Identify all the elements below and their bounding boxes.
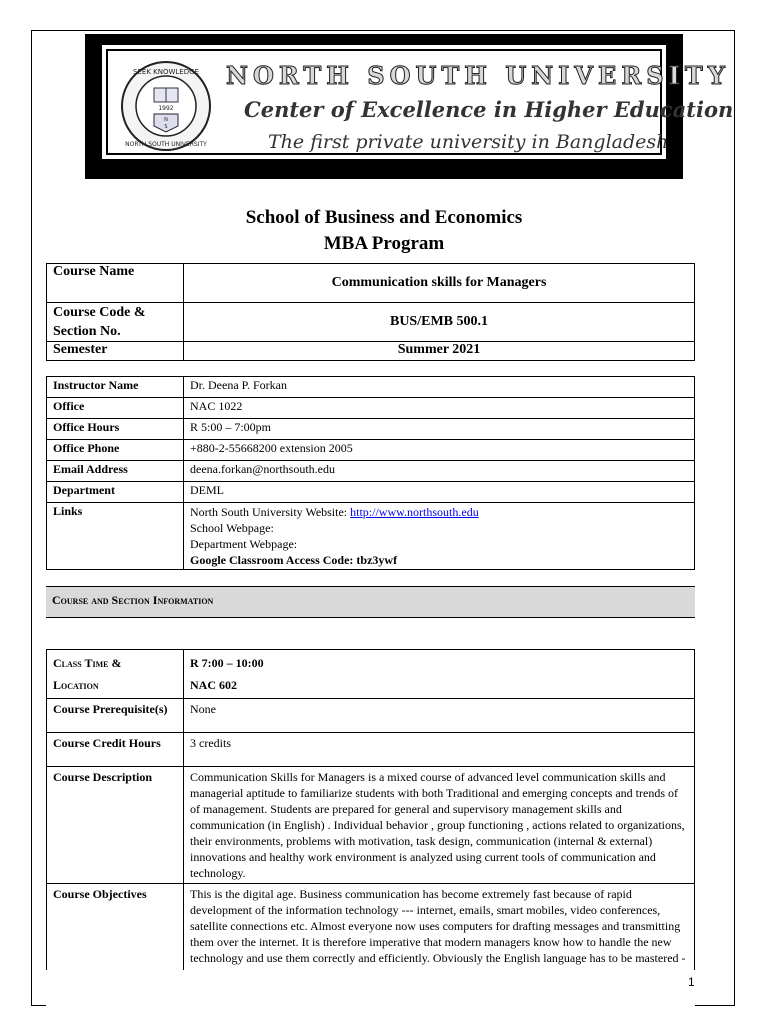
section-heading: Course and Section Information <box>52 593 214 607</box>
office-hours-value: R 5:00 – 7:00pm <box>184 419 695 440</box>
course-name-value: Communication skills for Managers <box>184 264 695 303</box>
banner-inner-frame <box>106 49 734 155</box>
banner-frame <box>99 42 734 162</box>
description-label: Course Description <box>47 767 184 884</box>
page-bottom-cutoff <box>46 970 695 1010</box>
objectives-label: Course Objectives <box>47 884 184 985</box>
program-title: MBA Program <box>323 233 445 254</box>
svg-text:SEEK KNOWLEDGE: SEEK KNOWLEDGE <box>133 68 199 76</box>
links-value <box>184 503 695 570</box>
course-code-value: BUS/EMB 500.1 <box>184 303 695 342</box>
instructor-table <box>46 376 695 570</box>
class-location: NAC 602 <box>190 678 237 692</box>
description-row <box>47 767 695 884</box>
svg-text:N: N <box>164 117 168 123</box>
department-label: Department <box>47 482 184 503</box>
page-number: 1 <box>688 975 695 989</box>
links-row <box>47 503 695 570</box>
instructor-label: Instructor Name <box>47 377 184 398</box>
svg-text:NORTH SOUTH UNIVERSITY: NORTH SOUTH UNIVERSITY <box>125 141 207 148</box>
prerequisite-row <box>47 699 695 733</box>
semester-label: Semester <box>47 342 184 361</box>
office-hours-label: Office Hours <box>47 419 184 440</box>
university-name: NORTH SOUTH UNIVERSITY <box>226 61 730 90</box>
office-phone-row <box>47 440 695 461</box>
svg-text:1992: 1992 <box>158 105 174 112</box>
university-motto: Center of Excellence in Higher Education <box>244 97 734 122</box>
description-value: Communication Skills for Managers is a mixed course of advanced level communication skills and managerial aptitude to familiarize students with both Traditional and emerging concepts and trends of of management. Students are prepared for general and supervisory management skills and communication (in English) . Individual behavior , group functioning , actions related to organizations, their environments, problems with motivation, task design, communication (internal & external) innovations and healthy work environment is analyzed using current tools of communication and technology. <box>184 767 695 884</box>
university-seal-icon <box>120 60 212 152</box>
class-time-label-line1: Class Time & <box>53 656 122 670</box>
svg-text:S: S <box>164 124 168 130</box>
semester-row <box>47 342 695 361</box>
course-info-table <box>46 649 695 985</box>
prerequisite-value: None <box>184 699 695 733</box>
class-time: R 7:00 – 10:00 <box>190 656 264 670</box>
objectives-value: This is the digital age. Business communication has become extremely fast because of rapid development of the information technology --- internet, emails, smart mobiles, video conferences, satellite connections etc. Almost everyone now uses computers for drafting messages and transmitting them over the internet. It is therefore imperative that modern managers know how to handle the new technology and use them correctly and efficiently. Obviously the English language has to be mastered - <box>184 884 695 985</box>
office-value: NAC 1022 <box>184 398 695 419</box>
classroom-code-text: Google Classroom Access Code: tbz3ywf <box>190 553 398 567</box>
office-phone-label: Office Phone <box>47 440 184 461</box>
office-row <box>47 398 695 419</box>
class-time-value <box>184 650 695 699</box>
section-heading-bar <box>46 586 695 618</box>
office-hours-row <box>47 419 695 440</box>
course-name-label: Course Name <box>47 264 184 303</box>
website-prefix: North South University Website: <box>190 505 351 519</box>
department-webpage-text: Department Webpage: <box>190 537 298 551</box>
university-banner <box>85 34 734 179</box>
school-webpage-text: School Webpage: <box>190 521 274 535</box>
email-value: deena.forkan@northsouth.edu <box>184 461 695 482</box>
university-website-link[interactable]: http://www.northsouth.edu <box>350 505 479 519</box>
office-phone-value: +880-2-55668200 extension 2005 <box>184 440 695 461</box>
semester-value: Summer 2021 <box>184 342 695 361</box>
email-label: Email Address <box>47 461 184 482</box>
email-row <box>47 461 695 482</box>
links-label: Links <box>47 503 184 570</box>
class-time-row <box>47 650 695 699</box>
instructor-value: Dr. Deena P. Forkan <box>184 377 695 398</box>
class-time-label-line2: Location <box>53 678 99 692</box>
prerequisite-label: Course Prerequisite(s) <box>47 699 184 733</box>
department-value: DEML <box>184 482 695 503</box>
department-row <box>47 482 695 503</box>
class-time-label <box>47 650 184 699</box>
school-title: School of Business and Economics <box>245 207 523 228</box>
course-code-label: Course Code & Section No. <box>47 303 184 342</box>
university-tagline: The first private university in Bangladesh <box>268 131 669 153</box>
credit-hours-row <box>47 733 695 767</box>
credit-hours-label: Course Credit Hours <box>47 733 184 767</box>
office-label: Office <box>47 398 184 419</box>
course-table <box>46 263 695 361</box>
course-code-row <box>47 303 695 342</box>
credit-hours-value: 3 credits <box>184 733 695 767</box>
course-name-row <box>47 264 695 303</box>
instructor-row <box>47 377 695 398</box>
